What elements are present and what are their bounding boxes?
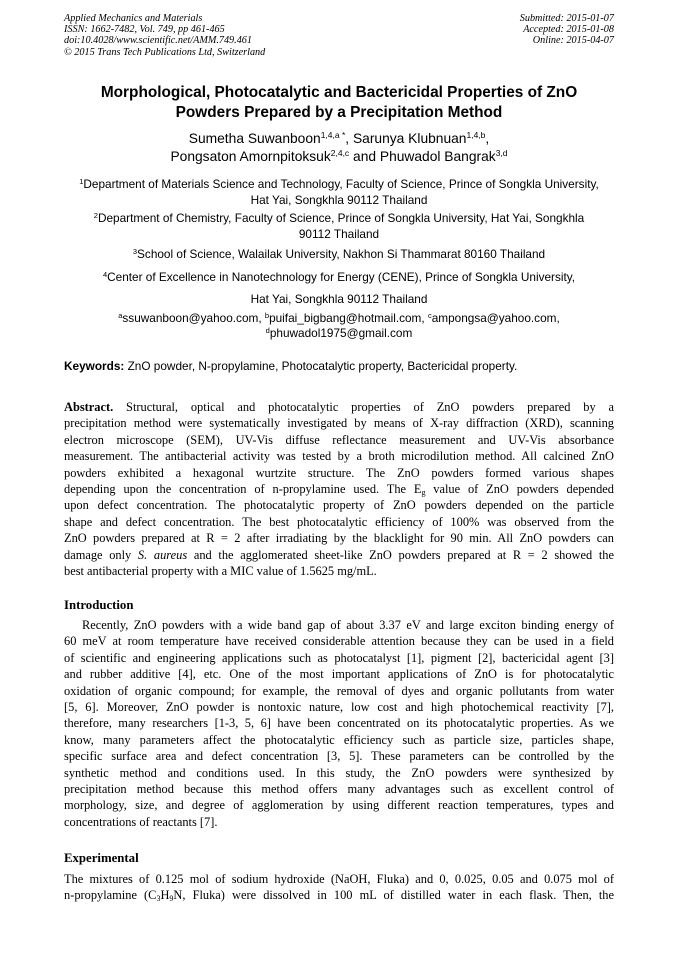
abstract-text: Structural, optical and photocatalytic properties of ZnO powders prepared by a [113,400,614,414]
intro-line: of scientific and engineering applications such as photocatalyst [1], pigment [2], bactericidal agent [3] [64,650,614,665]
abstract-text: electron microscope (SEM), UV-Vis diffuse reflectance measurement and UV-Vis absorbance [64,432,614,447]
experimental-text: N, Fluka) were dissolved in 100 mL of distilled water in each flask. Then, the [173,888,614,903]
affiliation-2 [64,210,614,242]
intro-line: oxidation of organic compound; for example, the removal of dyes and organic pollutants from water [64,683,614,698]
email-link[interactable]: ampongsa@yahoo.com, [431,311,560,325]
email-marker: a [118,311,123,320]
experimental-text: n-propylamine (C [64,888,157,903]
affiliation-text: Department of Chemistry, Faculty of Science, Prince of Songkla University, Hat Yai, Songkhla [97,211,585,225]
intro-line: therefore, many researchers [1-3, 5, 6] have been concentrated on its photocatalytic properties. As we [64,716,614,731]
intro-line: Recently, ZnO powders with a wide band gap of about 3.37 eV and large exciton binding energy of [82,618,614,632]
intro-line: and rubber additive [4], etc. One of the most important applications of ZnO is for photocatalytic [64,667,614,682]
author-list [64,130,614,166]
affiliation-text: Hat Yai, Songkhla 90112 Thailand [250,193,428,207]
email-link[interactable]: phuwadol1975@gmail.com [269,326,413,340]
keywords-label: Keywords: [64,359,125,373]
abstract-text: damage only [64,547,138,562]
affiliation-marker: 3 [132,247,138,256]
experimental-line: The mixtures of 0.125 mol of sodium hydroxide (NaOH, Fluka) and 0, 0.025, 0.05 and 0.075 mol of [64,872,614,886]
subscript: g [421,488,426,498]
paper-title [64,83,614,122]
affiliation-4 [64,266,614,310]
affiliation-marker: 1 [79,177,84,186]
affiliation-marker: 4 [102,270,108,279]
affiliation-text: 90112 Thailand [298,227,380,241]
copyright: © 2015 Trans Tech Publications Ltd, Switzerland [64,46,266,58]
title-line: Morphological, Photocatalytic and Bactericidal Properties of ZnO [100,84,578,101]
journal-name: Applied Mechanics and Materials [64,13,203,24]
doi[interactable]: doi:10.4028/www.scientific.net/AMM.749.461 [64,35,252,47]
intro-line: synthetic method and conditions used. In this study, the ZnO powders were synthesized by [64,765,614,780]
intro-line: know, many parameters affect the photocatalytic efficiency such as particle size, particles shape, [64,732,614,747]
intro-line: precipitation method because this method offers many advantages such as excellent control of [64,782,614,797]
author-name: Phuwadol Bangrak [379,149,496,164]
affiliation-marker: 2 [93,211,98,220]
email-marker: d [265,326,270,335]
author-separator: , [345,131,353,146]
email-link[interactable]: puifai_bigbang@hotmail.com, [269,311,428,325]
title-line: Powders Prepared by a Precipitation Method [175,103,503,121]
subscript: 3 [156,894,161,904]
email-link[interactable]: ssuwanboon@yahoo.com, [122,311,265,325]
affiliation-text: Hat Yai, Songkhla 90112 Thailand [250,292,428,306]
abstract-text: depending upon the concentration of n-propylamine used. The E [64,482,422,497]
author-emails [64,311,614,341]
author-marker: 1,4,b [466,130,486,140]
abstract [64,399,614,579]
email-marker: b [264,311,270,320]
abstract-text: and the agglomerated sheet-like ZnO powders prepared at R = 2 showed the [187,547,614,562]
abstract-text: powders exhibited a hexagonal wurtzite structure. The ZnO powders formed various shapes [64,465,614,480]
abstract-text: shape and defect concentration. The best photocatalytic efficiency of 100% was observed from the [64,514,614,529]
affiliation-text: School of Science, Walailak University, Nakhon Si Thammarat 80160 Thailand [137,247,546,261]
author-name: Pongsaton Amornpitoksuk [170,149,331,164]
keywords [64,359,614,374]
introduction-heading: Introduction [64,598,134,612]
abstract-text: measurement. The antibacterial activity was tested by a broth microdilution method. All calcined ZnO [64,449,614,464]
affiliation-text: Department of Materials Science and Technology, Faculty of Science, Prince of Songkla University, [83,177,599,191]
intro-line: morphology, size, and degree of agglomeration by using different reaction temperatures, types and [64,798,614,813]
experimental-heading: Experimental [64,851,139,865]
intro-line: concentrations of reactants [7]. [64,814,218,829]
intro-line: specific surface area and defect concentration [3, 5]. These parameters can be controlled by the [64,749,614,764]
species-name: S. aureus [137,547,188,562]
dates-info [520,13,614,47]
journal-info [64,13,265,58]
experimental-body [64,871,614,904]
author-name: Sumetha Suwanboon [188,131,321,146]
affiliation-1 [64,176,614,208]
author-separator: and [349,149,380,164]
abstract-text: value of ZnO powders depended [425,482,614,497]
abstract-text: best antibacterial property with a MIC value of 1.5625 mg/mL. [64,564,377,579]
author-marker: 3,d [495,148,508,158]
affiliation-text: Center of Excellence in Nanotechnology for Energy (CENE), Prince of Songkla University, [107,270,576,284]
experimental-text: H [160,888,170,903]
keywords-text: ZnO powder, N-propylamine, Photocatalytic property, Bactericidal property. [124,359,518,373]
abstract-label: Abstract. [64,400,114,414]
email-marker: c [427,311,432,320]
introduction-body [64,617,614,830]
abstract-text: ZnO powders prepared at R = 2 after irradiating by the blacklight for 90 min. All ZnO powders can [64,531,614,546]
author-name: Sarunya Klubnuan [352,131,467,146]
issn-volume: ISSN: 1662-7482, Vol. 749, pp 461-465 [64,24,225,36]
subscript: 9 [169,894,174,904]
affiliation-3 [64,246,614,262]
author-marker: 1,4,a * [320,130,346,140]
accepted-date: Accepted: 2015-01-08 [523,24,614,36]
abstract-text: precipitation method were systematically investigated by means of X-ray diffraction (XRD), scanning [64,416,614,431]
online-date: Online: 2015-04-07 [532,35,614,47]
author-separator: , [485,131,490,146]
author-marker: 2,4,c [330,148,350,158]
abstract-text: upon defect concentration. The photocatalytic property of ZnO powders depended on the particle [64,498,614,513]
intro-line: 60 meV at room temperature have received considerable attention because they can be used in a field [64,634,614,649]
intro-line: [5, 6]. Moreover, ZnO powder is nontoxic nature, low cost and high photochemical reactivity [7], [64,700,614,715]
submitted-date: Submitted: 2015-01-07 [519,13,614,24]
